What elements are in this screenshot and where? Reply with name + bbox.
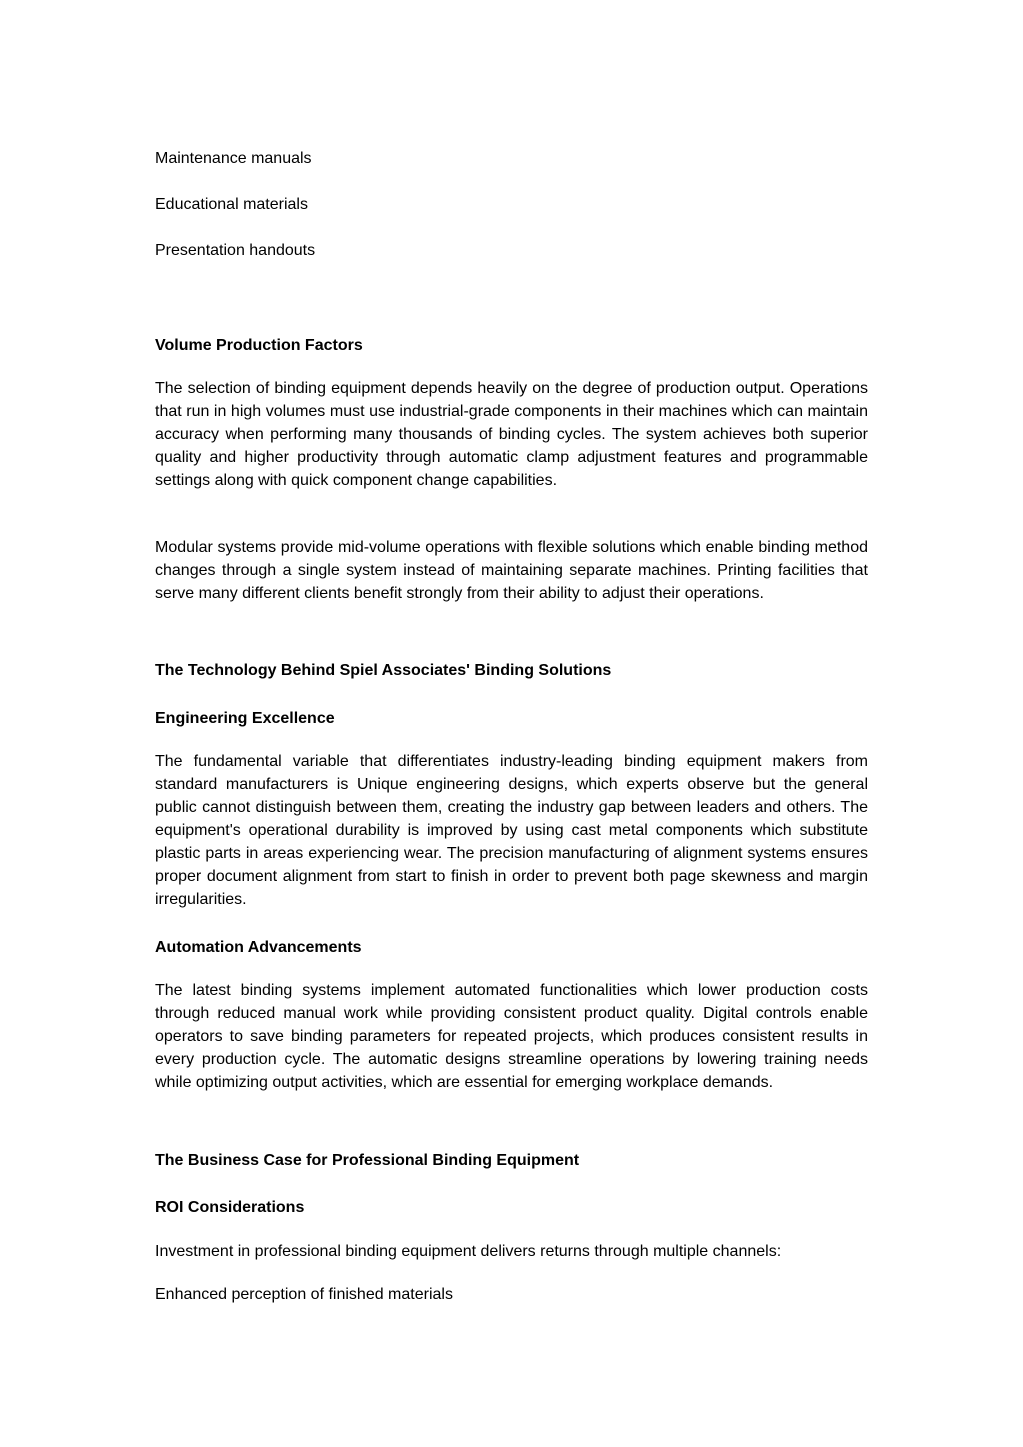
heading-business-case: The Business Case for Professional Binding Equipment [155,1152,580,1169]
paragraph-engineering-excellence: The fundamental variable that differentiates industry-leading binding equipment makers from standard manufacturers is Unique engineering designs, which experts observe but the general public cannot distinguish between them, creating the industry gap between leaders and others. The equipment's operational durability is improved by using cast metal components which substitute plastic parts in areas experiencing wear. The precision manufacturing of alignment systems ensures proper document alignment from start to finish in order to prevent both page skewness and margin irregularities. [155,753,868,908]
paragraph-roi-intro: Investment in professional binding equipment delivers returns through multiple channels: [155,1243,782,1260]
heading-volume-production-factors: Volume Production Factors [155,337,363,354]
heading-engineering-excellence: Engineering Excellence [155,710,335,727]
list-item-enhanced-perception: Enhanced perception of finished materials [155,1286,453,1303]
list-item-educational-materials: Educational materials [155,196,308,213]
heading-roi-considerations: ROI Considerations [155,1199,305,1216]
list-item-presentation-handouts: Presentation handouts [155,242,316,259]
paragraph-automation-advancements: The latest binding systems implement automated functionalities which lower production costs through reduced manual work while providing consistent product quality. Digital controls enable operators to save binding parameters for repeated projects, which produces consistent results in every production cycle. The automatic designs streamline operations by lowering training needs while optimizing output activities, which are essential for emerging workplace demands. [155,982,868,1091]
heading-technology: The Technology Behind Spiel Associates' Binding Solutions [155,662,612,679]
paragraph-volume-production-2: Modular systems provide mid-volume operations with flexible solutions which enable binding method changes through a single system instead of maintaining separate machines. Printing facilities that serve many different clients benefit strongly from their ability to adjust their operations. [155,539,868,602]
heading-automation-advancements: Automation Advancements [155,939,362,956]
list-item-maintenance-manuals: Maintenance manuals [155,150,312,167]
paragraph-volume-production-1: The selection of binding equipment depends heavily on the degree of production output. Operations that run in high volumes must use industrial-grade components in their machines which can maintain accuracy when performing many thousands of binding cycles. The system achieves both superior quality and higher productivity through automatic clamp adjustment features and programmable settings along with quick component change capabilities. [155,380,868,489]
